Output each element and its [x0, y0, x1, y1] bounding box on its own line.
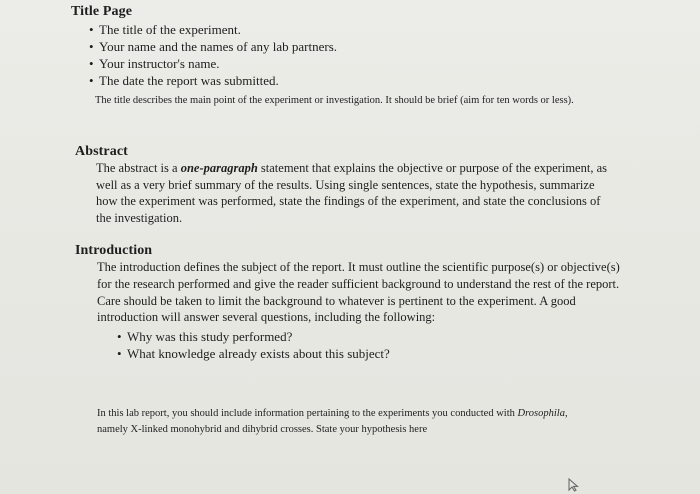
title-page-list: [89, 21, 631, 89]
introduction-questions: [117, 328, 630, 362]
introduction-heading: Introduction: [75, 243, 153, 258]
introduction-paragraph: The introduction defines the subject of the report. It must outline the scientific purpose(s) or objective(s) for the research performed and give the reader sufficient background to understand the rest of the report. Care should be taken to limit the background to whatever is pertinent to the experiment. A good introduction will answer several questions, including the following:: [97, 260, 620, 325]
abstract-text-after: statement that explains the objective or purpose of the experiment, as well as a very brief summary of the results. Using single sentences, state the hypothesis, summarize how the experiment was performed, state the findings of the experiment, and state the conclusions of the investigation.: [96, 161, 607, 225]
list-item: • The title of the experiment.: [89, 21, 631, 38]
species-name: Drosophila: [517, 408, 565, 419]
list-item: • Why was this study performed?: [117, 328, 630, 345]
abstract-emphasis: one-paragraph: [180, 161, 258, 175]
introduction-section: [75, 243, 630, 362]
list-item: • What knowledge already exists about this subject?: [117, 345, 630, 362]
cursor-arrow-icon: [568, 478, 580, 492]
list-item: • Your instructor's name.: [89, 55, 631, 72]
lab-note-after: , namely X-linked monohybrid and dihybrid crosses. State your hypothesis here: [97, 408, 568, 435]
list-item: • Your name and the names of any lab partners.: [89, 38, 631, 55]
lab-note-before: In this lab report, you should include information pertaining to the experiments you conducted with: [97, 408, 518, 419]
title-page-heading: Title Page: [71, 4, 133, 19]
abstract-paragraph: [96, 160, 615, 226]
title-page-note: The title describes the main point of the experiment or investigation. It should be brief (aim for ten words or less).: [95, 95, 574, 106]
lab-report-note: [97, 406, 597, 438]
abstract-section: [75, 144, 615, 226]
abstract-text-before: The abstract is a: [96, 161, 181, 175]
list-item: • The date the report was submitted.: [89, 72, 631, 89]
abstract-heading: Abstract: [75, 144, 128, 159]
title-page-section: [71, 4, 631, 89]
